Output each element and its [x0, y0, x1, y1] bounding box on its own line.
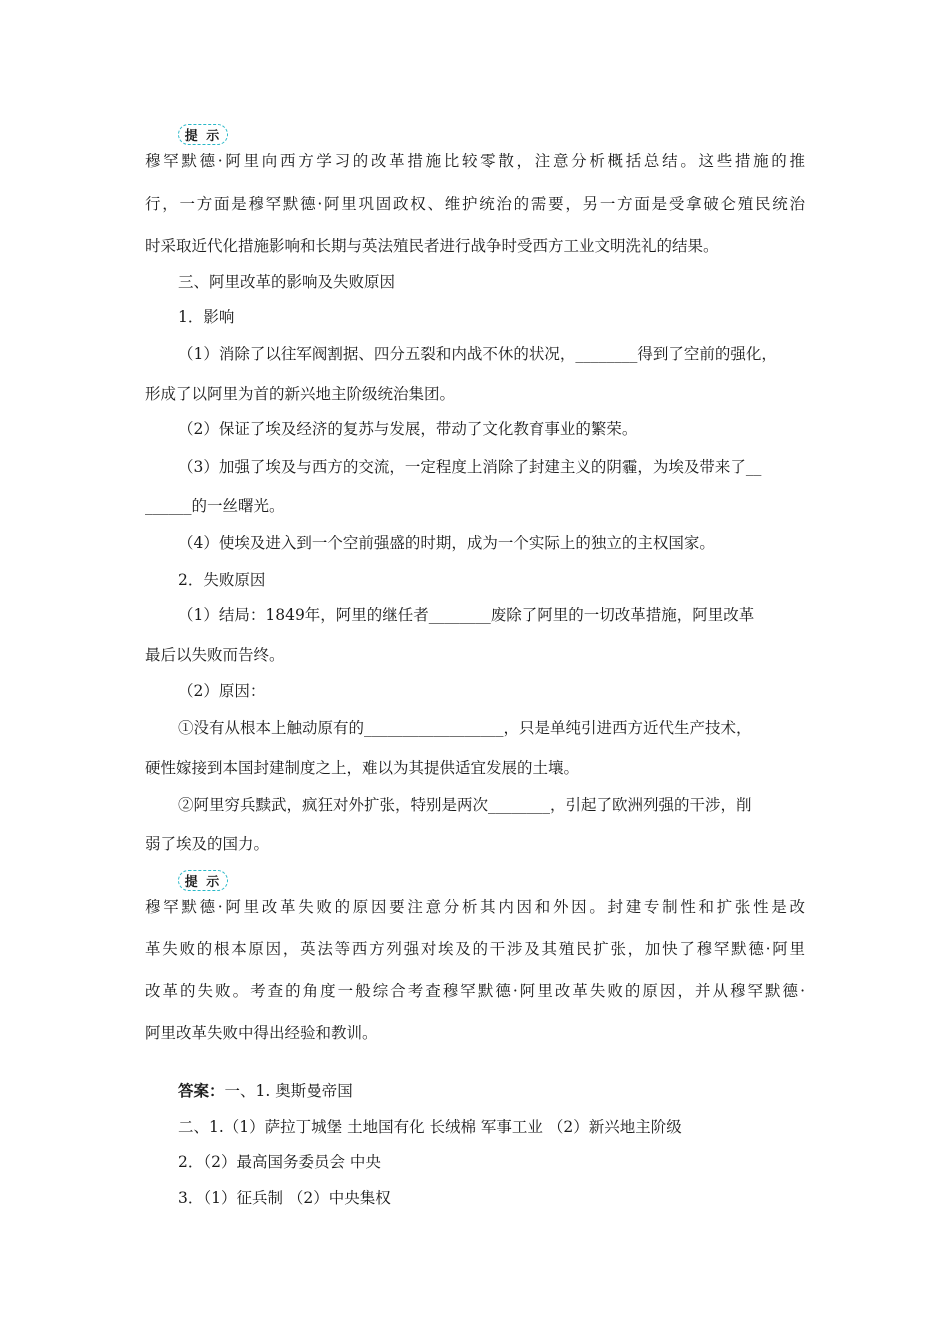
failure-reason: ②阿里穷兵黩武，疯狂对外扩张，特别是两次________，引起了欧洲列强的干涉，削	[178, 796, 752, 814]
impact-item-continued: 形成了以阿里为首的新兴地主阶级统治集团。	[145, 385, 456, 403]
answer-line: 二、1.（1）萨拉丁城堡 土地国有化 长绒棉 军事工业 （2）新兴地主阶级	[178, 1118, 682, 1136]
failure-item: （2）原因：	[178, 682, 266, 700]
tip-text-line: 时采取近代化措施影响和长期与英法殖民者进行战争时受西方工业文明洗礼的结果。	[145, 237, 719, 255]
tip-text-line: 革失败的根本原因，英法等西方列强对埃及的干涉及其殖民扩张，加快了穆罕默德·阿里	[145, 940, 805, 958]
failure-item-continued: 最后以失败而告终。	[145, 646, 285, 664]
impact-item-continued: ______的一丝曙光。	[145, 497, 285, 515]
tip-text-line: 阿里改革失败中得出经验和教训。	[145, 1024, 378, 1042]
failure-reason: ①没有从根本上触动原有的__________________，只是单纯引进西方近代生产技术，	[178, 719, 752, 737]
tip-text-line: 行，一方面是穆罕默德·阿里巩固政权、维护统治的需要，另一方面是受拿破仑殖民统治	[145, 195, 805, 213]
failure-reason-continued: 弱了埃及的国力。	[145, 835, 270, 853]
tip-text-line: 改革的失败。考查的角度一般综合考查穆罕默德·阿里改革失败的原因，并从穆罕默德·	[145, 982, 805, 1000]
tip-badge: 提 示	[178, 124, 228, 145]
answer-text: 一、1. 奥斯曼帝国	[224, 1082, 353, 1100]
impact-item: （3）加强了埃及与西方的交流，一定程度上消除了封建主义的阴霾，为埃及带来了__	[178, 458, 762, 476]
subheading-impact: 1．影响	[178, 308, 235, 326]
answer-line: 2．（2）最高国务委员会 中央	[178, 1153, 381, 1171]
impact-item: （1）消除了以往军阀割据、四分五裂和内战不休的状况，________得到了空前的强化，	[178, 345, 777, 363]
failure-reason-continued: 硬性嫁接到本国封建制度之上，难以为其提供适宜发展的土壤。	[145, 759, 580, 777]
impact-item: （2）保证了埃及经济的复苏与发展，带动了文化教育事业的繁荣。	[178, 420, 638, 438]
tip-text-line: 穆罕默德·阿里向西方学习的改革措施比较零散，注意分析概括总结。这些措施的推	[145, 152, 805, 170]
impact-item: （4）使埃及进入到一个空前强盛的时期，成为一个实际上的独立的主权国家。	[178, 534, 715, 552]
answer-line-first	[178, 1081, 353, 1101]
subheading-failure: 2．失败原因	[178, 571, 266, 589]
tip-text-line: 穆罕默德·阿里改革失败的原因要注意分析其内因和外因。封建专制性和扩张性是改	[145, 898, 805, 916]
answer-line: 3．（1）征兵制 （2）中央集权	[178, 1189, 391, 1207]
section-heading: 三、阿里改革的影响及失败原因	[178, 273, 396, 291]
failure-item: （1）结局：1849年，阿里的继任者________废除了阿里的一切改革措施，阿里改革	[178, 606, 755, 624]
answer-label: 答案：	[178, 1081, 225, 1100]
tip-badge: 提 示	[178, 870, 228, 891]
